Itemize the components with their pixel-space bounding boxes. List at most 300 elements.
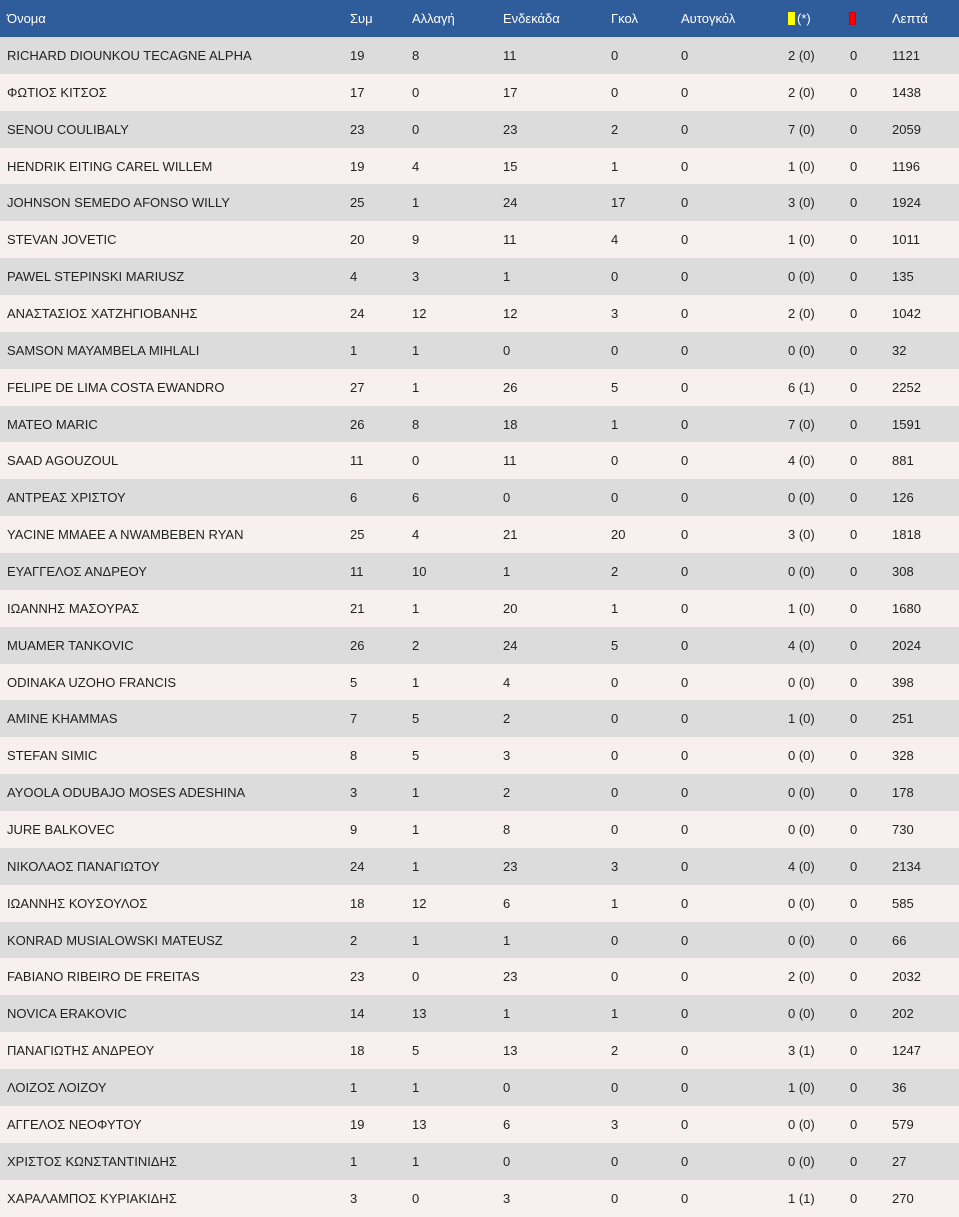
cell-starts: 2 <box>503 711 511 727</box>
cell-minutes: 1121 <box>892 47 920 63</box>
cell-red-cards: 0 <box>850 305 858 321</box>
cell-player-name: JURE BALKOVEC <box>7 821 115 837</box>
cell-substitute: 1 <box>412 821 420 837</box>
cell-appearances: 14 <box>350 1006 365 1022</box>
table-row <box>0 332 959 369</box>
cell-appearances: 23 <box>350 121 365 137</box>
cell-player-name: ΝΙΚΟΛΑΟΣ ΠΑΝΑΓΙΩΤΟΥ <box>7 858 160 874</box>
cell-yellow-cards: 0 (0) <box>788 1006 815 1022</box>
cell-red-cards: 0 <box>850 84 858 100</box>
cell-yellow-cards: 0 (0) <box>788 490 815 506</box>
cell-yellow-cards: 4 (0) <box>788 637 815 653</box>
cell-goals: 2 <box>611 121 619 137</box>
cell-goals: 3 <box>611 1116 619 1132</box>
cell-goals: 0 <box>611 748 619 764</box>
cell-yellow-cards: 1 (0) <box>788 600 815 616</box>
cell-substitute: 10 <box>412 563 427 579</box>
cell-own-goals: 0 <box>681 563 689 579</box>
cell-substitute: 0 <box>412 84 420 100</box>
cell-yellow-cards: 2 (0) <box>788 84 815 100</box>
cell-appearances: 20 <box>350 232 365 248</box>
cell-minutes: 1011 <box>892 232 920 248</box>
cell-player-name: NOVICA ERAKOVIC <box>7 1006 127 1022</box>
cell-minutes: 36 <box>892 1079 907 1095</box>
cell-own-goals: 0 <box>681 1006 689 1022</box>
cell-own-goals: 0 <box>681 1153 689 1169</box>
cell-substitute: 6 <box>412 490 420 506</box>
cell-appearances: 11 <box>350 453 364 469</box>
cell-goals: 0 <box>611 47 619 63</box>
cell-starts: 6 <box>503 1116 511 1132</box>
column-header-goals[interactable]: Γκολ <box>611 11 638 26</box>
cell-yellow-cards: 1 (0) <box>788 158 815 174</box>
table-body <box>0 37 959 1217</box>
cell-goals: 0 <box>611 490 619 506</box>
cell-starts: 23 <box>503 121 518 137</box>
cell-goals: 0 <box>611 453 619 469</box>
cell-minutes: 1818 <box>892 527 921 543</box>
column-header-red-cards[interactable] <box>846 0 885 37</box>
cell-appearances: 24 <box>350 858 365 874</box>
cell-player-name: STEVAN JOVETIC <box>7 232 117 248</box>
cell-own-goals: 0 <box>681 158 689 174</box>
cell-starts: 24 <box>503 637 518 653</box>
cell-starts: 20 <box>503 600 518 616</box>
cell-starts: 1 <box>503 563 511 579</box>
cell-goals: 0 <box>611 674 619 690</box>
cell-yellow-cards: 0 (0) <box>788 563 815 579</box>
cell-minutes: 251 <box>892 711 914 727</box>
cell-starts: 6 <box>503 895 511 911</box>
cell-substitute: 13 <box>412 1116 427 1132</box>
cell-goals: 3 <box>611 858 619 874</box>
cell-appearances: 26 <box>350 416 365 432</box>
cell-goals: 0 <box>611 932 619 948</box>
cell-starts: 11 <box>503 232 517 248</box>
table-row <box>0 553 959 590</box>
cell-substitute: 4 <box>412 527 420 543</box>
cell-yellow-cards: 0 (0) <box>788 785 815 801</box>
table-row <box>0 148 959 185</box>
cell-red-cards: 0 <box>850 600 858 616</box>
cell-substitute: 0 <box>412 453 420 469</box>
cell-minutes: 881 <box>892 453 914 469</box>
cell-substitute: 1 <box>412 858 420 874</box>
cell-substitute: 8 <box>412 47 420 63</box>
cell-red-cards: 0 <box>850 1079 858 1095</box>
cell-appearances: 25 <box>350 195 365 211</box>
cell-starts: 0 <box>503 342 511 358</box>
cell-appearances: 19 <box>350 47 365 63</box>
cell-minutes: 328 <box>892 748 914 764</box>
table-row <box>0 664 959 701</box>
cell-player-name: ΙΩΑΝΝΗΣ ΚΟΥΣΟΥΛΟΣ <box>7 895 148 911</box>
cell-appearances: 19 <box>350 158 365 174</box>
cell-starts: 0 <box>503 1153 511 1169</box>
cell-starts: 4 <box>503 674 511 690</box>
cell-appearances: 1 <box>350 342 358 358</box>
cell-red-cards: 0 <box>850 121 858 137</box>
cell-substitute: 0 <box>412 969 420 985</box>
cell-goals: 1 <box>611 1006 619 1022</box>
cell-minutes: 32 <box>892 342 907 358</box>
cell-red-cards: 0 <box>850 711 858 727</box>
cell-minutes: 579 <box>892 1116 914 1132</box>
cell-player-name: ΠΑΝΑΓΙΩΤΗΣ ΑΝΔΡΕΟΥ <box>7 1043 155 1059</box>
cell-player-name: SENOU COULIBALY <box>7 121 129 137</box>
cell-appearances: 17 <box>350 84 365 100</box>
cell-red-cards: 0 <box>850 195 858 211</box>
cell-player-name: MUAMER TANKOVIC <box>7 637 134 653</box>
cell-player-name: YACINE MMAEE A NWAMBEBEN RYAN <box>7 527 244 543</box>
cell-substitute: 9 <box>412 232 420 248</box>
cell-own-goals: 0 <box>681 47 689 63</box>
cell-substitute: 5 <box>412 1043 420 1059</box>
cell-substitute: 1 <box>412 785 420 801</box>
red-card-icon <box>849 12 856 25</box>
cell-player-name: ΑΝΤΡΕΑΣ ΧΡΙΣΤΟΥ <box>7 490 126 506</box>
column-header-substitute[interactable]: Αλλαγή <box>412 11 455 26</box>
cell-red-cards: 0 <box>850 379 858 395</box>
cell-yellow-cards: 7 (0) <box>788 121 815 137</box>
cell-red-cards: 0 <box>850 1190 858 1206</box>
cell-red-cards: 0 <box>850 858 858 874</box>
cell-red-cards: 0 <box>850 674 858 690</box>
cell-red-cards: 0 <box>850 969 858 985</box>
cell-minutes: 27 <box>892 1153 907 1169</box>
cell-minutes: 270 <box>892 1190 914 1206</box>
cell-substitute: 0 <box>412 1190 420 1206</box>
cell-own-goals: 0 <box>681 490 689 506</box>
cell-substitute: 5 <box>412 711 420 727</box>
table-header-row <box>0 0 959 37</box>
cell-starts: 1 <box>503 1006 511 1022</box>
cell-minutes: 2024 <box>892 637 921 653</box>
cell-appearances: 5 <box>350 674 358 690</box>
column-header-minutes[interactable]: Λεπτά <box>892 11 928 26</box>
cell-minutes: 126 <box>892 490 914 506</box>
cell-substitute: 1 <box>412 379 420 395</box>
cell-player-name: AYOOLA ODUBAJO MOSES ADESHINA <box>7 785 246 801</box>
cell-appearances: 26 <box>350 637 365 653</box>
table-row <box>0 221 959 258</box>
cell-starts: 11 <box>503 453 517 469</box>
column-header-appearances[interactable]: Συμ <box>350 11 373 26</box>
cell-goals: 1 <box>611 895 619 911</box>
table-row <box>0 737 959 774</box>
cell-substitute: 1 <box>412 1153 420 1169</box>
table-row <box>0 369 959 406</box>
table-row <box>0 995 959 1032</box>
cell-starts: 0 <box>503 490 511 506</box>
cell-goals: 5 <box>611 379 619 395</box>
cell-appearances: 23 <box>350 969 365 985</box>
cell-goals: 2 <box>611 563 619 579</box>
cell-substitute: 0 <box>412 121 420 137</box>
cell-starts: 3 <box>503 1190 511 1206</box>
cell-own-goals: 0 <box>681 748 689 764</box>
cell-own-goals: 0 <box>681 711 689 727</box>
cell-starts: 3 <box>503 748 511 764</box>
cell-minutes: 202 <box>892 1006 914 1022</box>
cell-own-goals: 0 <box>681 1079 689 1095</box>
cell-own-goals: 0 <box>681 969 689 985</box>
cell-goals: 0 <box>611 1153 619 1169</box>
table-row <box>0 811 959 848</box>
table-row <box>0 111 959 148</box>
cell-player-name: ΙΩΑΝΝΗΣ ΜΑΣΟΥΡΑΣ <box>7 600 140 616</box>
cell-player-name: ΕΥΑΓΓΕΛΟΣ ΑΝΔΡΕΟΥ <box>7 563 147 579</box>
table-row <box>0 885 959 922</box>
cell-own-goals: 0 <box>681 932 689 948</box>
cell-goals: 0 <box>611 711 619 727</box>
cell-own-goals: 0 <box>681 1043 689 1059</box>
cell-player-name: MATEO MARIC <box>7 416 98 432</box>
cell-goals: 20 <box>611 527 626 543</box>
cell-yellow-cards: 4 (0) <box>788 858 815 874</box>
cell-goals: 17 <box>611 195 626 211</box>
cell-yellow-cards: 6 (1) <box>788 379 815 395</box>
cell-player-name: SAAD AGOUZOUL <box>7 453 119 469</box>
cell-substitute: 2 <box>412 637 420 653</box>
cell-yellow-cards: 0 (0) <box>788 748 815 764</box>
cell-red-cards: 0 <box>850 785 858 801</box>
cell-appearances: 3 <box>350 785 358 801</box>
cell-player-name: RICHARD DIOUNKOU TECAGNE ALPHA <box>7 47 252 63</box>
table-row <box>0 295 959 332</box>
cell-substitute: 8 <box>412 416 420 432</box>
column-header-yellow-cards[interactable] <box>781 0 846 37</box>
table-row <box>0 1106 959 1143</box>
cell-red-cards: 0 <box>850 748 858 764</box>
cell-player-name: STEFAN SIMIC <box>7 748 98 764</box>
cell-yellow-cards: 7 (0) <box>788 416 815 432</box>
cell-substitute: 1 <box>412 195 420 211</box>
cell-minutes: 1680 <box>892 600 921 616</box>
cell-substitute: 1 <box>412 674 420 690</box>
cell-appearances: 9 <box>350 821 358 837</box>
table-row <box>0 774 959 811</box>
cell-starts: 1 <box>503 932 511 948</box>
cell-minutes: 66 <box>892 932 907 948</box>
cell-yellow-cards: 0 (0) <box>788 821 815 837</box>
cell-starts: 23 <box>503 858 518 874</box>
cell-substitute: 5 <box>412 748 420 764</box>
cell-own-goals: 0 <box>681 232 689 248</box>
cell-own-goals: 0 <box>681 1190 689 1206</box>
cell-red-cards: 0 <box>850 895 858 911</box>
cell-appearances: 18 <box>350 1043 365 1059</box>
cell-own-goals: 0 <box>681 379 689 395</box>
cell-goals: 0 <box>611 269 619 285</box>
cell-own-goals: 0 <box>681 821 689 837</box>
table-row <box>0 184 959 221</box>
cell-goals: 3 <box>611 305 619 321</box>
cell-own-goals: 0 <box>681 84 689 100</box>
table-row <box>0 1143 959 1180</box>
cell-red-cards: 0 <box>850 932 858 948</box>
cell-yellow-cards: 0 (0) <box>788 1153 815 1169</box>
cell-appearances: 3 <box>350 1190 358 1206</box>
cell-minutes: 2032 <box>892 969 921 985</box>
yellow-card-icon <box>788 12 795 25</box>
cell-starts: 17 <box>503 84 518 100</box>
cell-yellow-cards: 2 (0) <box>788 47 815 63</box>
cell-goals: 5 <box>611 637 619 653</box>
cell-own-goals: 0 <box>681 637 689 653</box>
cell-player-name: KONRAD MUSIALOWSKI MATEUSZ <box>7 932 223 948</box>
cell-minutes: 585 <box>892 895 914 911</box>
table-row <box>0 406 959 443</box>
cell-minutes: 308 <box>892 563 914 579</box>
cell-own-goals: 0 <box>681 600 689 616</box>
cell-own-goals: 0 <box>681 895 689 911</box>
cell-player-name: FABIANO RIBEIRO DE FREITAS <box>7 969 200 985</box>
cell-own-goals: 0 <box>681 527 689 543</box>
cell-appearances: 21 <box>350 600 365 616</box>
cell-player-name: ΦΩΤΙΟΣ ΚΙΤΣΟΣ <box>7 84 107 100</box>
cell-yellow-cards: 2 (0) <box>788 305 815 321</box>
cell-player-name: ΧΡΙΣΤΟΣ ΚΩΝΣΤΑΝΤΙΝΙΔΗΣ <box>7 1153 177 1169</box>
yellow-card-suffix: (*) <box>797 11 811 26</box>
cell-yellow-cards: 1 (1) <box>788 1190 815 1206</box>
cell-goals: 0 <box>611 969 619 985</box>
cell-red-cards: 0 <box>850 453 858 469</box>
table-row <box>0 1069 959 1106</box>
cell-appearances: 19 <box>350 1116 365 1132</box>
table-row <box>0 74 959 111</box>
cell-yellow-cards: 1 (0) <box>788 711 815 727</box>
cell-minutes: 1924 <box>892 195 921 211</box>
cell-red-cards: 0 <box>850 637 858 653</box>
cell-yellow-cards: 1 (0) <box>788 232 815 248</box>
cell-player-name: ODINAKA UZOHO FRANCIS <box>7 674 177 690</box>
cell-yellow-cards: 0 (0) <box>788 342 815 358</box>
cell-own-goals: 0 <box>681 858 689 874</box>
table-row <box>0 37 959 74</box>
cell-goals: 1 <box>611 416 619 432</box>
table-row <box>0 627 959 664</box>
cell-goals: 4 <box>611 232 619 248</box>
cell-yellow-cards: 0 (0) <box>788 1116 815 1132</box>
cell-red-cards: 0 <box>850 1153 858 1169</box>
cell-yellow-cards: 3 (0) <box>788 195 815 211</box>
cell-own-goals: 0 <box>681 785 689 801</box>
cell-red-cards: 0 <box>850 1006 858 1022</box>
cell-goals: 0 <box>611 1079 619 1095</box>
cell-player-name: ΧΑΡΑΛΑΜΠΟΣ ΚΥΡΙΑΚΙΔΗΣ <box>7 1190 177 1206</box>
cell-starts: 24 <box>503 195 518 211</box>
cell-goals: 0 <box>611 84 619 100</box>
column-header-name[interactable]: Όνομα <box>7 11 46 26</box>
cell-minutes: 730 <box>892 821 914 837</box>
cell-red-cards: 0 <box>850 342 858 358</box>
cell-yellow-cards: 3 (1) <box>788 1043 815 1059</box>
cell-substitute: 1 <box>412 932 420 948</box>
cell-minutes: 398 <box>892 674 914 690</box>
cell-substitute: 1 <box>412 342 420 358</box>
table-row <box>0 516 959 553</box>
cell-minutes: 1042 <box>892 305 921 321</box>
cell-player-name: ΑΓΓΕΛΟΣ ΝΕΟΦΥΤΟΥ <box>7 1116 142 1132</box>
cell-player-name: ΛΟΙΖΟΣ ΛΟΙΖΟΥ <box>7 1079 107 1095</box>
cell-minutes: 2134 <box>892 858 921 874</box>
cell-own-goals: 0 <box>681 416 689 432</box>
cell-red-cards: 0 <box>850 47 858 63</box>
cell-red-cards: 0 <box>850 1043 858 1059</box>
table-row <box>0 590 959 627</box>
cell-red-cards: 0 <box>850 1116 858 1132</box>
column-header-starts[interactable]: Ενδεκάδα <box>503 11 560 26</box>
cell-substitute: 13 <box>412 1006 427 1022</box>
cell-starts: 23 <box>503 969 518 985</box>
table-row <box>0 848 959 885</box>
cell-yellow-cards: 2 (0) <box>788 969 815 985</box>
cell-goals: 2 <box>611 1043 619 1059</box>
cell-substitute: 12 <box>412 305 427 321</box>
cell-player-name: AMINE KHAMMAS <box>7 711 118 727</box>
cell-yellow-cards: 0 (0) <box>788 932 815 948</box>
cell-goals: 0 <box>611 821 619 837</box>
cell-own-goals: 0 <box>681 305 689 321</box>
cell-red-cards: 0 <box>850 527 858 543</box>
cell-starts: 26 <box>503 379 518 395</box>
cell-starts: 21 <box>503 527 518 543</box>
cell-red-cards: 0 <box>850 416 858 432</box>
cell-own-goals: 0 <box>681 342 689 358</box>
cell-substitute: 3 <box>412 269 420 285</box>
cell-player-name: JOHNSON SEMEDO AFONSO WILLY <box>7 195 230 211</box>
column-header-own-goals[interactable]: Αυτογκόλ <box>681 11 736 26</box>
cell-substitute: 1 <box>412 600 420 616</box>
cell-player-name: ΑΝΑΣΤΑΣΙΟΣ ΧΑΤΖΗΓΙΟΒΑΝΗΣ <box>7 305 198 321</box>
cell-starts: 15 <box>503 158 518 174</box>
cell-substitute: 1 <box>412 1079 420 1095</box>
cell-starts: 8 <box>503 821 511 837</box>
cell-minutes: 178 <box>892 785 914 801</box>
cell-yellow-cards: 0 (0) <box>788 269 815 285</box>
cell-minutes: 135 <box>892 269 914 285</box>
cell-yellow-cards: 0 (0) <box>788 895 815 911</box>
cell-minutes: 1196 <box>892 158 920 174</box>
cell-minutes: 1438 <box>892 84 921 100</box>
cell-substitute: 4 <box>412 158 420 174</box>
cell-own-goals: 0 <box>681 674 689 690</box>
table-row <box>0 700 959 737</box>
cell-appearances: 2 <box>350 932 358 948</box>
cell-appearances: 18 <box>350 895 365 911</box>
cell-own-goals: 0 <box>681 269 689 285</box>
cell-goals: 0 <box>611 342 619 358</box>
cell-yellow-cards: 1 (0) <box>788 1079 815 1095</box>
cell-appearances: 25 <box>350 527 365 543</box>
cell-appearances: 1 <box>350 1153 358 1169</box>
cell-player-name: PAWEL STEPINSKI MARIUSZ <box>7 269 185 285</box>
cell-own-goals: 0 <box>681 453 689 469</box>
cell-goals: 1 <box>611 158 619 174</box>
table-row <box>0 442 959 479</box>
table-row <box>0 1032 959 1069</box>
cell-goals: 1 <box>611 600 619 616</box>
cell-starts: 13 <box>503 1043 518 1059</box>
cell-player-name: HENDRIK EITING CAREL WILLEM <box>7 158 213 174</box>
cell-appearances: 27 <box>350 379 365 395</box>
cell-starts: 18 <box>503 416 518 432</box>
cell-player-name: SAMSON MAYAMBELA MIHLALI <box>7 342 200 358</box>
table-row <box>0 479 959 516</box>
cell-appearances: 4 <box>350 269 358 285</box>
cell-substitute: 12 <box>412 895 427 911</box>
